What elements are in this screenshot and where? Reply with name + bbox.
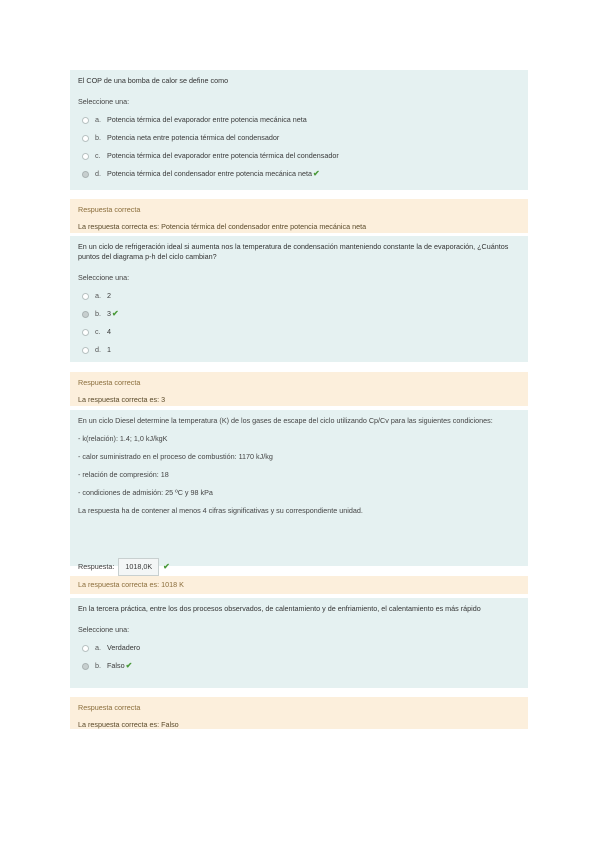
question-2: [70, 236, 528, 362]
question-1-option-c[interactable]: [78, 147, 520, 165]
radio-button[interactable]: [82, 117, 89, 124]
option-letter: c.: [95, 327, 101, 336]
question-4-text: En la tercera práctica, entre los dos procesos observados, de calentamiento y de enfriamiento, el calentamiento es más rápido: [78, 604, 481, 613]
feedback-status: Respuesta correcta: [78, 378, 141, 387]
question-4-option-a[interactable]: [78, 639, 520, 657]
answer-label: Respuesta:: [78, 562, 115, 571]
question-2-option-c[interactable]: [78, 323, 520, 341]
question-1-option-a[interactable]: [78, 111, 520, 129]
question-4: [70, 598, 528, 688]
option-letter: a.: [95, 643, 101, 652]
option-letter: a.: [95, 291, 101, 300]
question-3-condition: - condiciones de admisión: 25 ºC y 98 kPa: [78, 488, 213, 497]
option-text: 3: [107, 309, 111, 318]
option-letter: b.: [95, 661, 101, 670]
question-3-text: En un ciclo Diesel determine la temperatura (K) de los gases de escape del ciclo utilizando Cp/Cv para las siguientes condiciones:: [78, 416, 493, 425]
question-2-option-a[interactable]: [78, 287, 520, 305]
answer-input[interactable]: 1018,0K: [118, 558, 159, 576]
question-1-option-b[interactable]: [78, 129, 520, 147]
checkmark-icon: ✔: [163, 562, 170, 571]
radio-button[interactable]: [82, 135, 89, 142]
radio-button-selected[interactable]: [82, 171, 89, 178]
option-letter: d.: [95, 169, 101, 178]
option-text: Potencia neta entre potencia térmica del condensador: [107, 133, 280, 142]
option-letter: c.: [95, 151, 101, 160]
radio-button[interactable]: [82, 645, 89, 652]
question-3-condition: - k(relación): 1.4; 1,0 kJ/kgK: [78, 434, 168, 443]
question-1: [70, 70, 528, 190]
feedback-status: Respuesta correcta: [78, 703, 141, 712]
question-2-prompt: Seleccione una:: [78, 273, 130, 282]
question-2-feedback: [70, 372, 528, 406]
option-letter: d.: [95, 345, 101, 354]
option-text: Potencia térmica del evaporador entre potencia mecánica neta: [107, 115, 307, 124]
feedback-status: Respuesta correcta: [78, 205, 141, 214]
option-letter: a.: [95, 115, 101, 124]
question-4-option-b[interactable]: [78, 657, 520, 675]
checkmark-icon: ✔: [112, 309, 119, 318]
option-text: Verdadero: [107, 643, 141, 652]
radio-button-selected[interactable]: [82, 311, 89, 318]
question-1-prompt: Seleccione una:: [78, 97, 130, 106]
feedback-answer: La respuesta correcta es: Falso: [78, 720, 179, 729]
question-3: [70, 410, 528, 571]
option-text: Potencia térmica del condensador entre potencia mecánica neta: [107, 169, 312, 178]
option-text: 2: [107, 291, 111, 300]
question-3-feedback: [70, 576, 528, 594]
question-1-text: El COP de una bomba de calor se define como: [78, 76, 229, 85]
option-text: 4: [107, 327, 111, 336]
question-3-condition: - calor suministrado en el proceso de combustión: 1170 kJ/kg: [78, 452, 273, 461]
question-3-instruction: La respuesta ha de contener al menos 4 cifras significativas y su correspondiente unidad.: [78, 506, 363, 515]
radio-button-selected[interactable]: [82, 663, 89, 670]
radio-button[interactable]: [82, 347, 89, 354]
question-2-text: En un ciclo de refrigeración ideal si aumenta nos la temperatura de condensación manteniendo constante la de evaporación, ¿Cuántos puntos del diagrama p-h del ciclo cambian?: [78, 242, 509, 261]
option-text: Falso: [107, 661, 125, 670]
answer-row: [78, 558, 520, 576]
feedback-answer: La respuesta correcta es: Potencia térmica del condensador entre potencia mecánica neta: [78, 222, 367, 231]
question-1-feedback: [70, 199, 528, 233]
option-letter: b.: [95, 309, 101, 318]
question-2-option-d[interactable]: [78, 341, 520, 359]
checkmark-icon: ✔: [125, 661, 133, 670]
radio-button[interactable]: [82, 153, 89, 160]
question-1-option-d[interactable]: [78, 165, 520, 183]
question-4-feedback: [70, 697, 528, 729]
checkmark-icon: ✔: [312, 169, 320, 178]
question-3-condition: - relación de compresión: 18: [78, 470, 169, 479]
option-text: Potencia térmica del evaporador entre potencia térmica del condensador: [107, 151, 339, 160]
question-2-option-b[interactable]: [78, 305, 520, 323]
feedback-answer: La respuesta correcta es: 1018 K: [78, 580, 184, 589]
option-text: 1: [107, 345, 111, 354]
radio-button[interactable]: [82, 329, 89, 336]
question-4-prompt: Seleccione una:: [78, 625, 130, 634]
radio-button[interactable]: [82, 293, 89, 300]
option-letter: b.: [95, 133, 101, 142]
feedback-answer: La respuesta correcta es: 3: [78, 395, 166, 404]
